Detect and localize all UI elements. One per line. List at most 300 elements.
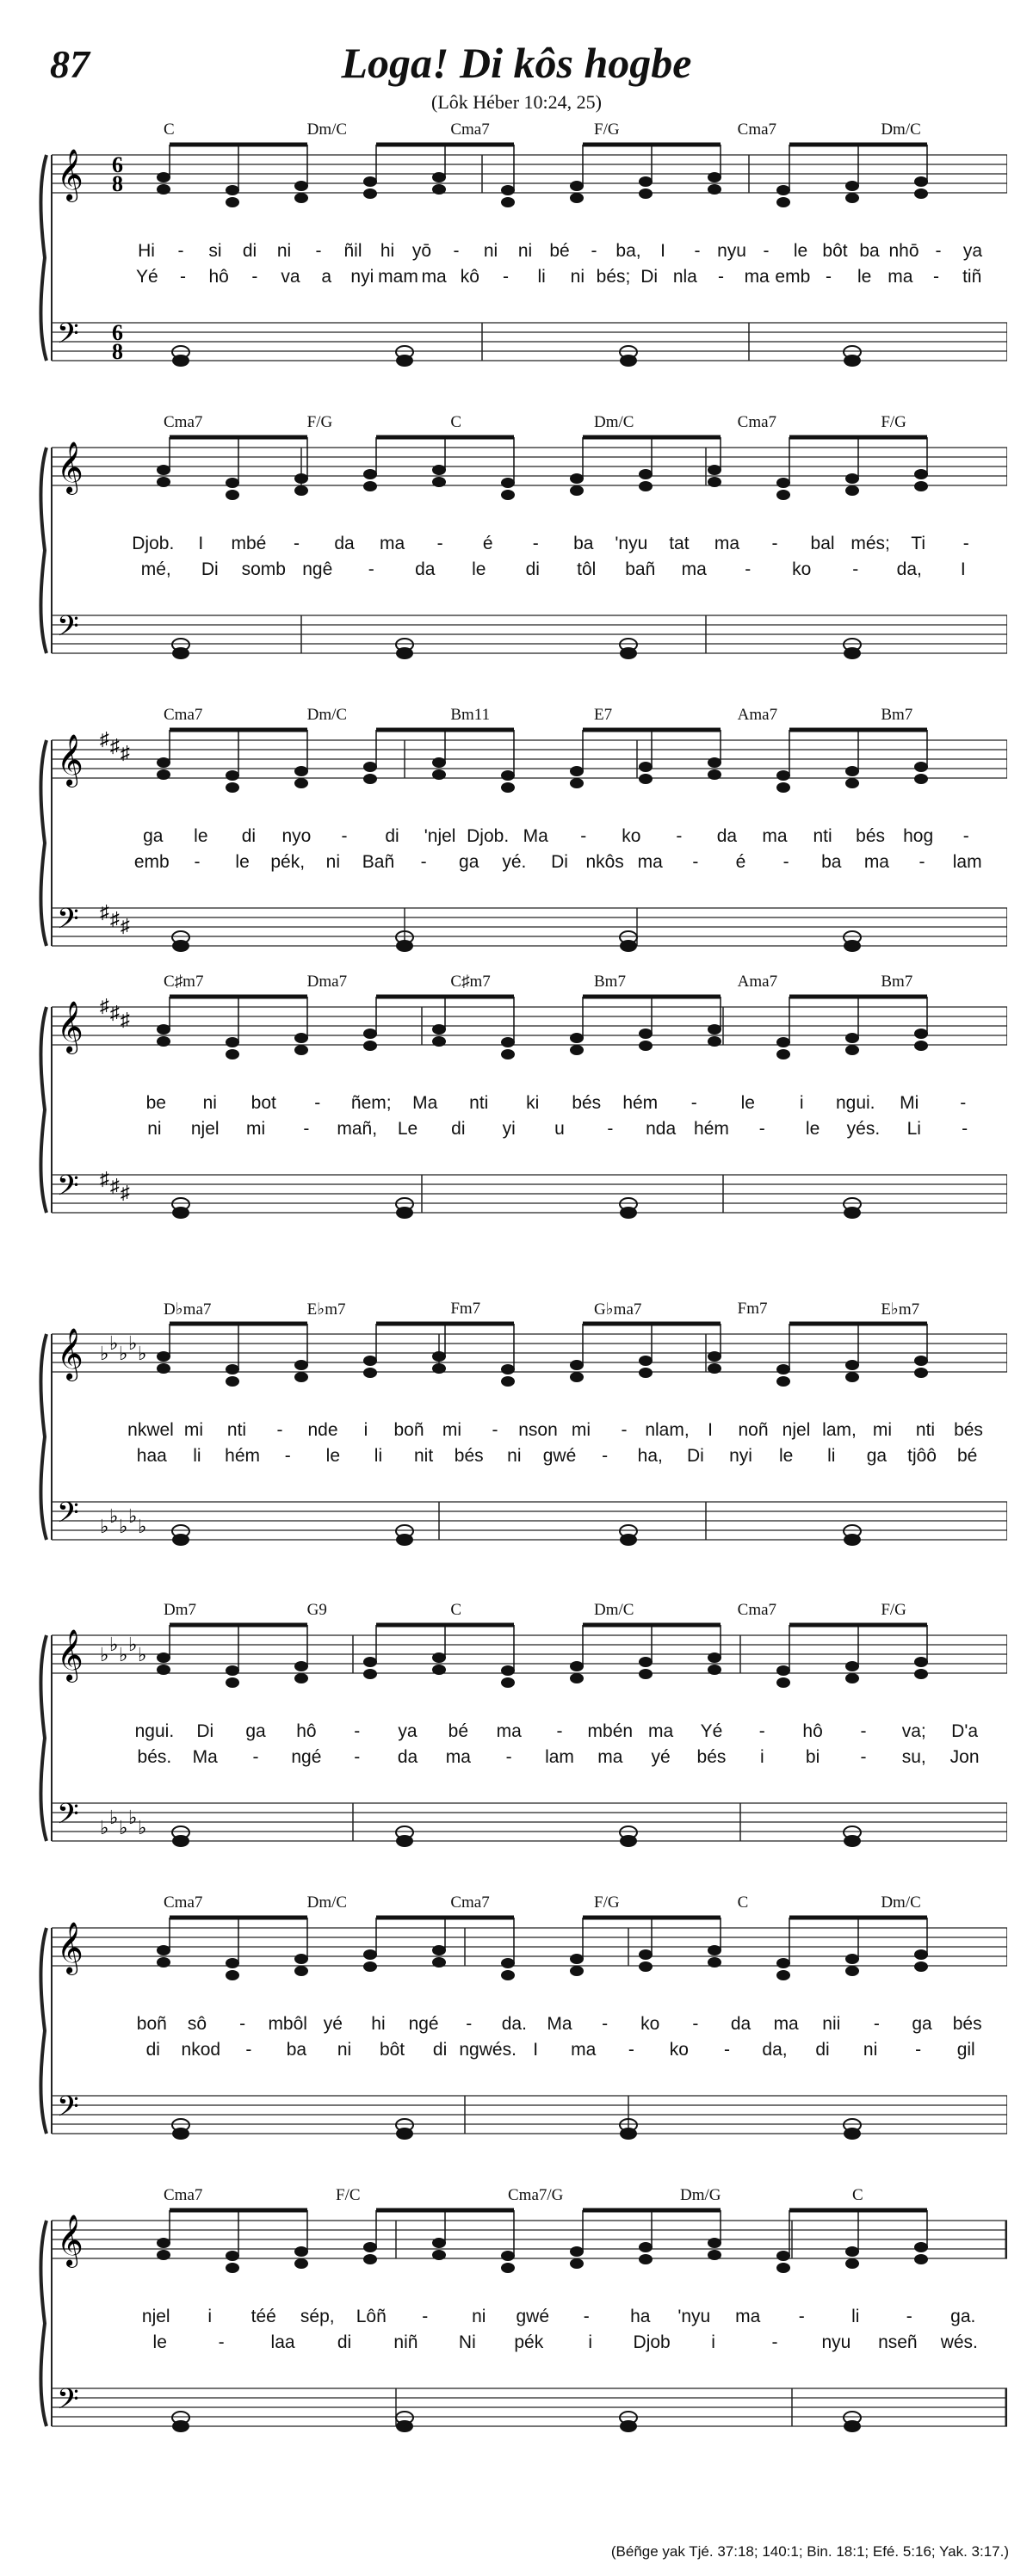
chord-symbol: Dm/C [306,120,348,139]
verse2-lyric-syllable: a [321,267,331,287]
verse2-lyric-syllable: - [852,559,859,579]
note-head [157,769,170,780]
verse1-lyric-syllable: ya [962,241,983,261]
verse1-lyric-syllable: - [532,534,539,553]
note-head [501,1970,515,1980]
verse1-lyric-syllable: bés [572,1093,602,1113]
verse1-lyric-syllable: be [145,1093,166,1113]
treble-clef: 𝄞 [57,149,84,201]
bass-note-head [396,940,413,952]
verse2-lyric-syllable: bi [805,1747,820,1767]
verse1-lyric-syllable: bot [251,1093,276,1113]
verse1-lyric-syllable: hém [622,1093,659,1113]
verse1-lyric-syllable: - [580,826,587,846]
verse1-lyric-syllable: di [241,826,257,846]
note-head [226,478,239,488]
note-head [363,1029,377,1039]
verse2-lyric-syllable: di [525,559,540,579]
note-head [570,778,584,788]
verse2-lyric-syllable: - [303,1119,310,1139]
verse1-lyric-syllable: ko [622,826,641,846]
verse1-lyric-syllable: - [591,241,597,261]
verse1-lyric-syllable: njel [141,2307,170,2326]
brace [40,2221,46,2426]
flat-accidental: ♭ [109,1505,119,1527]
verse1-lyric-syllable: bé [448,1721,469,1741]
verse1-lyric-syllable: Hi [138,241,155,261]
verse2-lyric-syllable: niñ [393,2332,418,2352]
verse1-lyric-syllable: ñem; [350,1093,392,1113]
note-head [776,1049,790,1059]
verse1-lyric-syllable: nlam, [645,1420,690,1440]
note-head [226,1364,239,1374]
verse1-lyric-syllable: - [583,2307,590,2326]
verse2-lyric-syllable: va [281,267,300,287]
verse1-lyric-syllable: bôt [822,241,848,261]
verse1-lyric-syllable: - [690,1093,697,1113]
verse2-lyric-syllable: - [354,1747,361,1767]
brace [40,1928,46,2134]
note-head [776,2251,790,2261]
verse2-lyric-syllable: - [194,852,201,872]
verse1-lyric-syllable: da. [501,2014,527,2034]
note-head [776,197,790,207]
note-head [501,197,515,207]
brace [40,740,46,946]
note-head [226,1677,239,1688]
note-head [294,1661,308,1671]
verse1-lyric-syllable: nkwel [127,1420,174,1440]
verse2-lyric-syllable: - [919,852,925,872]
chord-symbol: E7 [594,706,613,724]
verse2-lyric-syllable: somb [241,559,286,579]
note-head [845,1360,859,1370]
flat-accidental: ♭ [119,1516,128,1537]
verse1-lyric-syllable: ni [472,2307,486,2326]
verse2-lyric-syllable: nla [672,267,697,287]
verse2-lyric-syllable: hém [694,1119,729,1139]
note-head [914,1949,928,1960]
verse1-lyric-syllable: nti [469,1093,489,1113]
note-head [226,2263,239,2273]
flat-accidental: ♭ [100,1343,109,1364]
verse2-lyric-syllable: tjôô [907,1446,937,1466]
bass-note-head [172,355,189,367]
verse2-lyric-syllable: u [554,1119,565,1139]
verse1-lyric-syllable: ma [379,534,405,553]
verse2-lyric-syllable: le [778,1446,794,1466]
note-head [363,469,377,479]
note-head [432,2250,446,2260]
verse1-lyric-syllable: Djob. [132,534,175,553]
bass-clef: 𝄢 [57,903,79,942]
verse1-lyric-syllable: mi [442,1420,462,1440]
note-head [570,1033,584,1043]
verse2-lyric-syllable: da [397,1747,418,1767]
note-head [363,1356,377,1366]
note-head [639,762,653,772]
verse2-lyric-syllable: - [771,2332,778,2352]
chord-symbol: Dma7 [306,973,348,991]
note-head [914,1961,928,1972]
bass-note-head [172,1835,189,1847]
flat-accidental: ♭ [119,1817,128,1838]
verse2-lyric-syllable: le [325,1446,341,1466]
note-head [432,1024,446,1035]
bass-clef: 𝄢 [57,1170,79,1209]
note-head [294,473,308,484]
note-head [501,1364,515,1374]
verse1-lyric-syllable: li [851,2307,860,2326]
verse2-lyric-syllable: ni [147,1119,162,1139]
verse1-lyric-syllable: nyo [281,826,312,846]
verse1-lyric-syllable: tat [669,534,690,553]
note-head [914,2254,928,2264]
chord-symbol: Dm/C [881,120,921,139]
verse1-lyric-syllable: - [314,1093,321,1113]
chord-symbol: Dm/C [306,1893,348,1912]
note-head [432,757,446,768]
note-head [157,1945,170,1955]
verse2-lyric-syllable: i [759,1747,764,1767]
verse2-lyric-syllable: ma [888,267,913,287]
note-head [432,184,446,195]
verse2-lyric-syllable: Yé [135,267,158,287]
note-head [157,1036,170,1047]
verse1-lyric-syllable: da [334,534,355,553]
verse1-lyric-syllable: ni [202,1093,217,1113]
note-head [776,185,790,195]
note-head [363,774,377,784]
verse1-lyric-syllable: nson [518,1420,558,1440]
hymn-title: Loga! Di kôs hogbe [341,39,692,87]
verse2-lyric-syllable: yi [502,1119,516,1139]
verse1-lyric-syllable: nii [822,2014,841,2034]
verse1-lyric-syllable: sô [187,2014,207,2034]
note-head [776,770,790,781]
note-head [708,757,721,768]
bass-note-head [396,2128,413,2140]
note-head [639,469,653,479]
note-head [363,1949,377,1960]
note-head [570,766,584,776]
bass-clef: 𝄢 [57,2383,79,2423]
bass-note-head [620,647,637,659]
verse1-lyric-syllable: ya [398,1721,418,1741]
verse2-lyric-syllable: Di [551,852,568,872]
verse1-lyric-syllable: nhō [888,241,919,261]
verse1-lyric-syllable: 'nyu [677,2307,711,2326]
flat-accidental: ♭ [100,1516,109,1537]
flat-accidental: ♭ [109,1807,119,1828]
note-head [570,1372,584,1382]
verse2-lyric-syllable: li [374,1446,383,1466]
bass-note-head [172,940,189,952]
verse2-lyric-syllable: - [718,267,724,287]
note-head [294,1033,308,1043]
note-head [570,1360,584,1370]
note-head [776,782,790,793]
verse2-lyric-syllable: - [245,2040,252,2060]
verse2-lyric-syllable: nda [646,1119,677,1139]
note-head [501,490,515,500]
verse1-lyric-syllable: le [740,1093,755,1113]
staff-notation [34,1893,1007,2190]
verse1-lyric-syllable: 'nyu [615,534,648,553]
music-system-4 [34,973,1007,1269]
sharp-accidental: ♯ [110,908,120,930]
note-head [914,188,928,199]
bass-note-head [844,647,861,659]
verse1-lyric-syllable: i [799,1093,804,1113]
verse2-lyric-syllable: - [782,852,789,872]
note-head [914,1029,928,1039]
bass-note-head [620,355,637,367]
note-head [294,2246,308,2257]
verse1-lyric-syllable: é [482,534,493,553]
sharp-accidental: ♯ [121,915,130,936]
verse2-lyric-syllable: le [235,852,250,872]
note-head [432,477,446,487]
verse1-lyric-syllable: - [556,1721,563,1741]
verse1-lyric-syllable: ni [517,241,533,261]
time-signature: 6 [112,320,123,345]
verse2-lyric-syllable: bés; [596,267,631,287]
flat-accidental: ♭ [138,1516,147,1537]
verse1-lyric-syllable: nti [915,1420,936,1440]
footer-scripture-references: (Béñge yak Tjé. 37:18; 140:1; Bin. 18:1; Efé. 5:16; Yak. 3:17.) [610,2543,1009,2560]
verse1-lyric-syllable: - [860,1721,867,1741]
verse1-lyric-syllable: ba, [615,241,641,261]
verse2-lyric-syllable: - [607,1119,614,1139]
verse2-lyric-syllable: pék [514,2332,544,2352]
note-head [845,1372,859,1382]
bass-note-head [844,1207,861,1219]
brace [40,1334,46,1540]
verse2-lyric-syllable: I [533,2040,539,2060]
note-head [708,1957,721,1968]
verse2-lyric-syllable: ni [863,2040,878,2060]
note-head [226,782,239,793]
note-head [157,1957,170,1968]
note-head [845,778,859,788]
verse2-lyric-syllable: tiñ [962,267,982,287]
note-head [157,2250,170,2260]
note-head [776,1665,790,1676]
verse1-lyric-syllable: - [906,2307,912,2326]
note-head [708,1652,721,1663]
verse1-lyric-syllable: bés [856,826,886,846]
treble-clef: 𝄞 [57,1001,84,1053]
note-head [501,478,515,488]
verse1-lyric-syllable: sép, [300,2307,335,2326]
note-head [570,1673,584,1683]
verse2-lyric-syllable: wés. [940,2332,978,2352]
note-head [639,176,653,187]
verse1-lyric-syllable: mbén [587,1721,634,1741]
verse2-lyric-syllable: - [284,1446,291,1466]
chord-symbol: C [450,1601,462,1619]
note-head [226,770,239,781]
note-head [845,2258,859,2269]
chord-symbol: F/G [881,413,906,431]
bass-note-head [396,1207,413,1219]
note-head [226,1958,239,1968]
chord-symbol: C [164,120,175,139]
flat-accidental: ♭ [138,1343,147,1364]
note-head [501,1958,515,1968]
verse2-lyric-syllable: le [472,559,486,579]
note-head [845,1045,859,1055]
verse1-lyric-syllable: njel [782,1420,811,1440]
flat-accidental: ♭ [100,1644,109,1665]
verse2-lyric-syllable: tôl [577,559,597,579]
note-head [570,2258,584,2269]
verse2-lyric-syllable: I [960,559,966,579]
verse2-lyric-syllable: gil [956,2040,975,2060]
chord-symbol: E♭m7 [306,1300,346,1319]
note-head [294,1372,308,1382]
note-head [226,490,239,500]
note-head [845,1673,859,1683]
bass-note-head [844,1534,861,1546]
verse2-lyric-syllable: ma [744,267,770,287]
sharp-accidental: ♯ [110,735,120,757]
note-head [639,1029,653,1039]
chord-symbol: D♭ma7 [164,1300,212,1319]
verse1-lyric-syllable: bés [954,1420,983,1440]
verse2-lyric-syllable: ma [421,267,447,287]
note-head [501,185,515,195]
verse1-lyric-syllable: di [242,241,257,261]
chord-symbol: Dm7 [164,1601,196,1619]
note-head [157,477,170,487]
note-head [776,1037,790,1047]
verse2-lyric-syllable: da, [762,2040,788,2060]
note-head [845,1661,859,1671]
verse1-lyric-syllable: - [798,2307,805,2326]
note-head [708,465,721,475]
verse2-lyric-syllable: ba [821,852,842,872]
verse2-lyric-syllable: bôt [379,2040,405,2060]
note-head [363,481,377,491]
bass-clef: 𝄢 [57,1798,79,1838]
note-head [432,1351,446,1362]
note-head [845,2246,859,2257]
note-head [501,2251,515,2261]
note-head [570,181,584,191]
verse1-lyric-syllable: - [935,241,942,261]
note-head [157,1652,170,1663]
time-signature: 8 [112,171,123,196]
note-head [639,1041,653,1051]
note-head [776,1376,790,1387]
verse1-lyric-syllable: le [793,241,808,261]
note-head [226,2251,239,2261]
verse1-lyric-syllable: ñil [343,241,362,261]
verse1-lyric-syllable: - [676,826,683,846]
note-head [708,184,721,195]
note-head [914,1041,928,1051]
note-head [845,766,859,776]
note-head [914,481,928,491]
verse1-lyric-syllable: ma [648,1721,674,1741]
note-head [501,782,515,793]
verse2-lyric-syllable: Djob [633,2332,671,2352]
verse1-lyric-syllable: - [962,534,969,553]
note-head [501,1665,515,1676]
note-head [157,1351,170,1362]
note-head [501,2263,515,2273]
verse1-lyric-syllable: téé [251,2307,276,2326]
verse2-lyric-syllable: - [962,1119,968,1139]
chord-symbol: Ama7 [737,973,778,991]
time-signature: 6 [112,152,123,177]
note-head [432,1945,446,1955]
verse2-lyric-syllable: - [602,1446,609,1466]
flat-accidental: ♭ [109,1332,119,1354]
flat-accidental: ♭ [128,1332,138,1354]
sharp-accidental: ♯ [100,901,109,923]
chord-symbol: Dm/C [306,706,348,724]
verse2-lyric-syllable: ngwés. [459,2040,516,2060]
note-head [226,1037,239,1047]
note-head [570,1661,584,1671]
verse1-lyric-syllable: ga [245,1721,266,1741]
verse1-lyric-syllable: ba [859,241,880,261]
verse2-lyric-syllable: - [860,1747,867,1767]
verse2-lyric-syllable: di [451,1119,466,1139]
verse1-lyric-syllable: yé [323,2014,343,2034]
verse1-lyric-syllable: ni [483,241,498,261]
verse1-lyric-syllable: hog [903,826,934,846]
verse2-lyric-syllable: nseñ [878,2332,918,2352]
chord-symbol: G♭ma7 [594,1300,642,1319]
note-head [639,1961,653,1972]
note-head [501,1376,515,1387]
verse1-lyric-syllable: boñ [136,2014,167,2034]
verse2-lyric-syllable: bés. [137,1747,172,1767]
verse1-lyric-syllable: bé [549,241,570,261]
verse2-lyric-syllable: Bañ [362,852,395,872]
note-head [845,485,859,496]
verse2-lyric-syllable: - [252,1747,259,1767]
note-head [294,181,308,191]
verse2-lyric-syllable: ma [571,2040,597,2060]
verse2-lyric-syllable: njel [190,1119,220,1139]
bass-note-head [844,2128,861,2140]
chord-symbol: Cma7 [737,413,777,431]
verse1-lyric-syllable: ma [762,826,788,846]
verse1-lyric-syllable: boñ [393,1420,424,1440]
treble-clef: 𝄞 [57,1328,84,1380]
bass-clef: 𝄢 [57,610,79,650]
chord-symbol: Bm7 [881,973,913,991]
verse1-lyric-syllable: da [716,826,738,846]
verse1-lyric-syllable: bal [810,534,835,553]
note-head [363,1657,377,1667]
bass-note-head [620,940,637,952]
verse2-lyric-syllable: - [420,852,427,872]
music-system-2 [34,413,1007,710]
verse2-lyric-syllable: mam [378,267,418,287]
music-system-7 [34,1893,1007,2190]
verse1-lyric-syllable: i [207,2307,213,2326]
bass-note-head [620,1207,637,1219]
verse2-lyric-syllable: Le [397,1119,418,1139]
note-head [501,1677,515,1688]
music-system-3 [34,706,1007,1003]
